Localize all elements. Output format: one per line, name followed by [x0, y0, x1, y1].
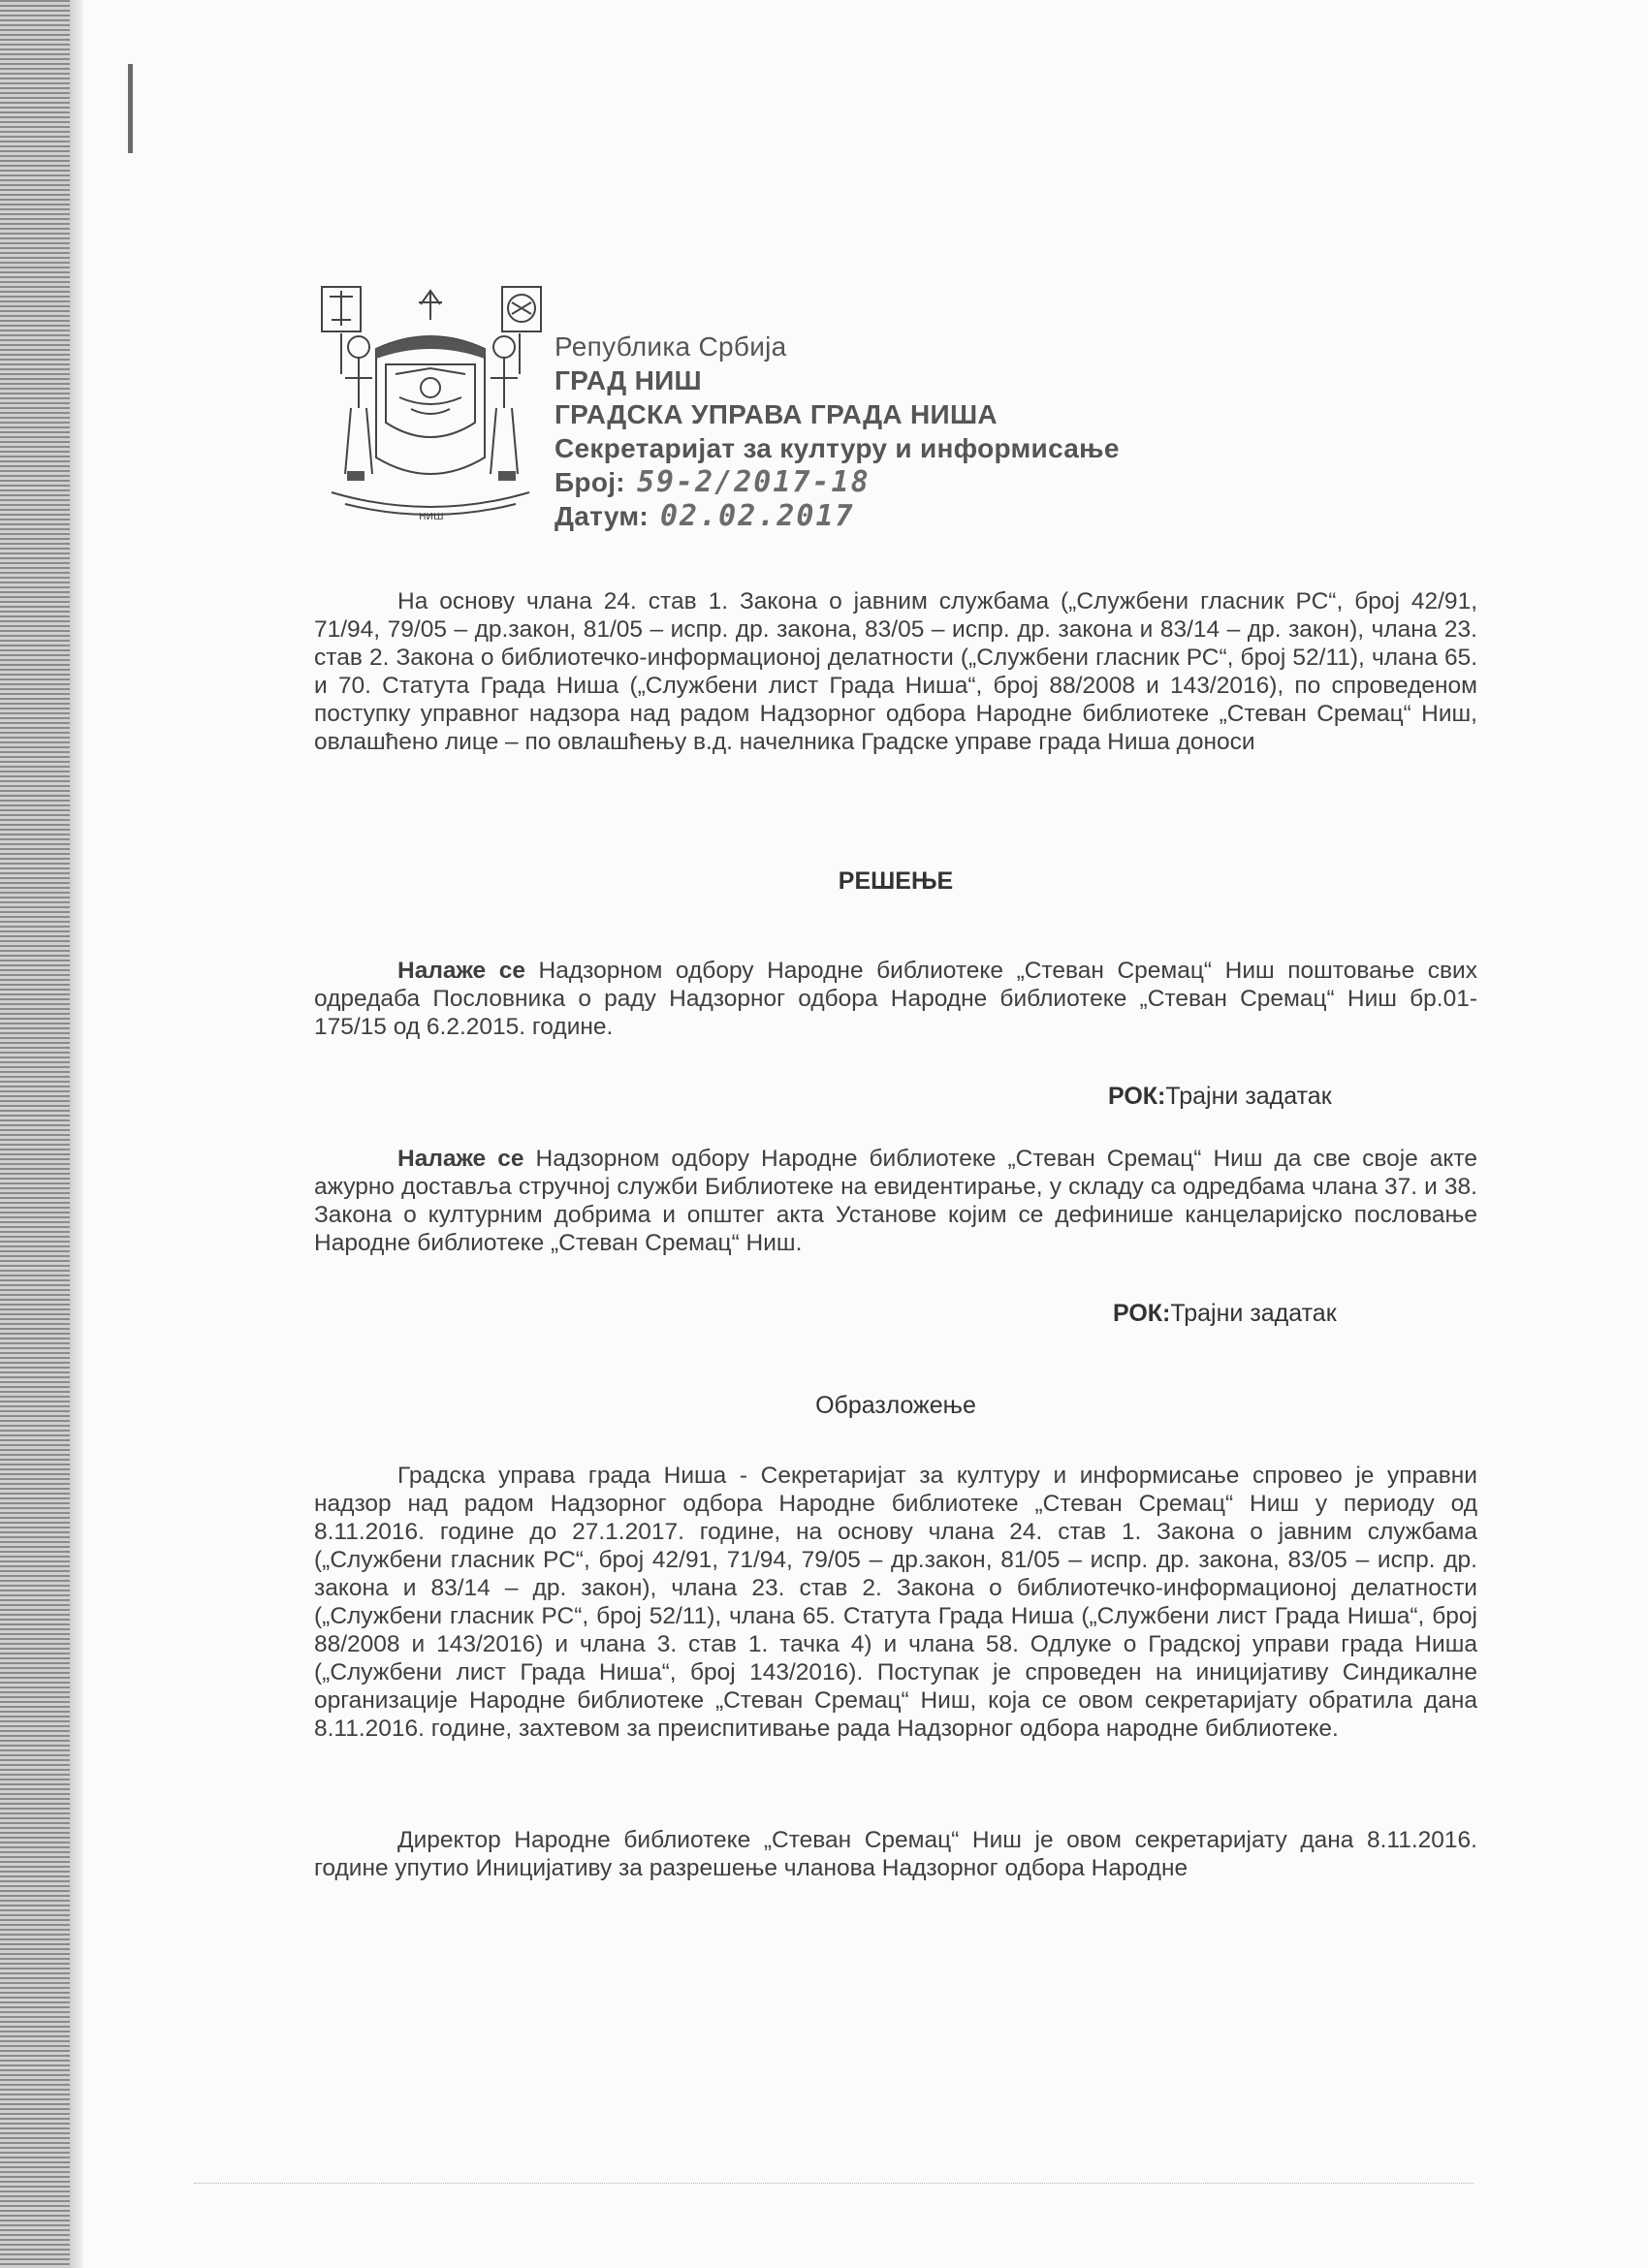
header-city: ГРАД НИШ: [555, 365, 702, 395]
page-bottom-line: [194, 2183, 1474, 2185]
document-header: [318, 281, 1190, 533]
date-value: 02.02.2017: [659, 499, 855, 533]
order-1-deadline: [1108, 1083, 1332, 1111]
date-label: Датум:: [555, 501, 649, 531]
header-secretariat: Секретаријат за културу и информисање: [555, 433, 1120, 463]
header-administration: ГРАДСКА УПРАВА ГРАДА НИША: [555, 399, 998, 429]
preamble-paragraph: На основу члана 24. став 1. Закона о јавним службама („Службени гласник РС“, број 42/91, 71/94, 79/05 – др.закон, 81/05 – испр. др. закона, 83/05 – испр. др. закона и 83/14 – др. закон), члана 23. став 2. Закона о библиотечко-информационој делатности („Службени гласник РС“, број 52/11), члана 65. и 70. Статута Града Ниша („Службени лист Града Ниша“, број 88/2008 и 143/2016), по спроведеном поступку управног надзора над радом Надзорног одбора Народне библиотеке „Стеван Сремац“ Ниш, овлашћено лице – по овлашћењу в.д. начелника Градске управе града Ниша доноси: [314, 588, 1477, 755]
reasoning-paragraph-1: Градска управа града Ниша - Секретаријат за културу и информисање спровео је управни надзор над радом Надзорног одбора Народне библиотеке „Стеван Сремац“ Ниш у периоду од 8.11.2016. године до 27.1.2017. године, на основу члана 24. став 1. Закона о јавним службама („Службени гласник РС“, број 42/91, 71/94, 79/05 – др.закон, 81/05 – испр. др. закона, 83/05 – испр. др. закона и 83/14 – др. закон), члана 23. став 2. Закона о библиотечко-информационој делатности („Службени гласник РС“, број 52/11), члана 65. Статута Града Ниша („Службени лист Града Ниша“, број 88/2008 и 143/2016) и члана 3. став 1. тачка 4) и члана 58. Одлуке о Градској управи града Ниша („Службени лист Града Ниша“, број 143/2016). Поступак је спроведен на иницијативу Синдикалне организације Народне библиотеке „Стеван Сремац“ Ниш, која се овом секретаријату обратила дана 8.11.2016. године, захтевом за преиспитивање рада Надзорног одбора народне библиотеке.: [314, 1463, 1477, 1742]
order-2-text: Надзорном одбору Народне библиотеке „Стеван Сремац“ Ниш да све своје акте ажурно доставља стручној служби Библиотеке на евидентирање, у складу са одредбама члана 37. и 38. Закона о културним добрима и општег акта Установе којим се дефинише канцеларијско пословање Народне библиотеке „Стеван Сремац“ Ниш.: [314, 1146, 1477, 1256]
order-1-deadline-value: Трајни задатак: [1165, 1083, 1332, 1110]
order-2-deadline: [1113, 1300, 1337, 1328]
header-number-row: [555, 465, 1120, 499]
header-text: [555, 330, 1120, 533]
order-2-lead: Налаже се: [397, 1146, 524, 1172]
header-date-row: [555, 499, 1120, 533]
coat-of-arms-icon: [318, 281, 546, 531]
order-2-deadline-value: Трајни задатак: [1170, 1300, 1337, 1327]
order-1-deadline-label: РОК:: [1108, 1083, 1166, 1110]
number-value: 59-2/2017-18: [636, 465, 871, 499]
decision-title: РЕШЕЊЕ: [838, 867, 954, 895]
scan-edge-shadow: [70, 0, 83, 2268]
margin-mark: [128, 64, 133, 153]
number-label: Број:: [555, 467, 625, 497]
order-1-lead: Налаже се: [397, 958, 525, 984]
order-2-paragraph: [314, 1145, 1477, 1257]
reasoning-title: Образложење: [815, 1392, 976, 1419]
reasoning-paragraph-2: Директор Народне библиотеке „Стеван Сремац“ Ниш је овом секретаријату дана 8.11.2016. године упутио Иницијативу за разрешење чланова Надзорног одбора Народне: [314, 1827, 1477, 1881]
order-1-text: Надзорном одбору Народне библиотеке „Стеван Сремац“ Ниш поштовање свих одредаба Пословника о раду Надзорног одбора Народне библиотеке „Стеван Сремац“ Ниш бр.01-175/15 од 6.2.2015. године.: [314, 958, 1477, 1040]
scan-edge: [0, 0, 70, 2268]
order-1-paragraph: [314, 957, 1477, 1041]
order-2-deadline-label: РОК:: [1113, 1300, 1171, 1327]
header-republic: Република Србија: [555, 331, 787, 362]
crest-caption: НИШ: [419, 512, 444, 522]
